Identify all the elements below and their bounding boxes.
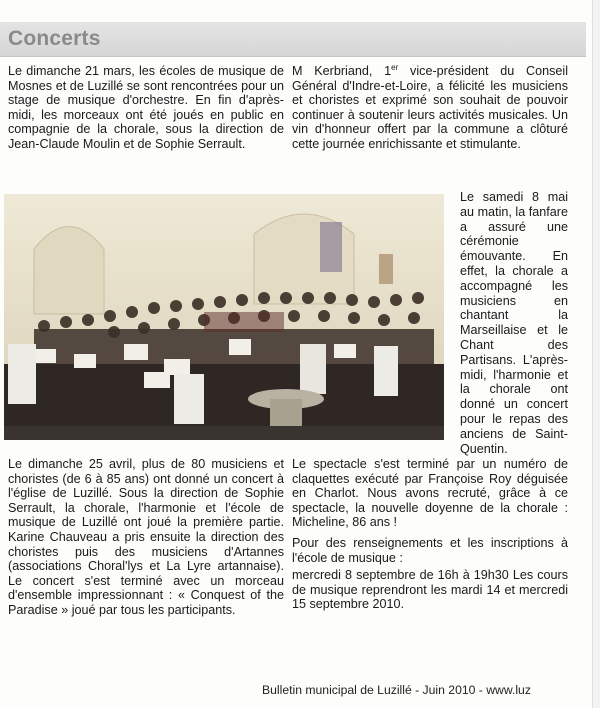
superscript-er: er	[391, 62, 399, 72]
concert-photo-image	[4, 194, 444, 440]
page-title: Concerts	[8, 27, 101, 50]
kerbriand-text-a: M Kerbriand, 1	[292, 64, 392, 78]
paragraph-dates: mercredi 8 septembre de 16h à 19h30 Les cours de musique reprendront les mardi 14 et mercredi 15 septembre 2010.	[292, 568, 568, 612]
kerbriand-text-b: vice-président du Conseil Général d'Indre-et-Loire, a félicité les musiciens et choristes et exprimé son souhait de pouvoir continuer à soutenir leurs activités musicales. Un vin d'honneur offert par la commune a clôturé cette journée enrichissante et stimulante.	[292, 64, 568, 151]
article-col-1	[8, 64, 284, 155]
page-footer: Bulletin municipal de Luzillé - Juin 2010 - www.luz	[262, 683, 531, 697]
article-col-2	[292, 64, 568, 155]
paragraph-kerbriand	[292, 64, 568, 152]
paragraph-spectacle: Le spectacle s'est terminé par un numéro de claquettes exécuté par Françoise Roy déguisée en Charlot. Nous avons recruté, grâce à ce spectacle, la nouvelle doyenne de la chorale : Micheline, 86 ans !	[292, 457, 568, 530]
concert-photo	[4, 194, 444, 440]
article-col-3	[460, 190, 568, 459]
adjacent-page-edge	[592, 0, 600, 708]
article-col-4	[8, 457, 284, 621]
paragraph-stage: Le dimanche 21 mars, les écoles de musique de Mosnes et de Luzillé se sont rencontrées pour un stage de musique d'orchestre. En fin d'après-midi, les morceaux ont été joués en public en compagnie de la chorale, sous la direction de Jean-Claude Moulin et de Sophie Serrault.	[8, 64, 284, 151]
article-col-5	[292, 457, 568, 615]
paragraph-inscriptions: Pour des renseignements et les inscriptions à l'école de musique :	[292, 535, 568, 565]
paragraph-8-mai: Le samedi 8 mai au matin, la fanfare a assuré une cérémonie émouvante. En effet, la chorale a accompagné les musiciens en chantant la Marseillaise et le Chant des Partisans. L'après-midi, l'harmonie et la chorale ont donné un concert pour le repas des anciens de Saint-Quentin.	[460, 190, 568, 456]
paragraph-25-avril: Le dimanche 25 avril, plus de 80 musiciens et choristes (de 6 à 85 ans) ont donné un concert à l'église de Luzillé. Sous la direction de Sophie Serrault, la chorale, l'harmonie et l'école de musique de Luzillé ont joué la première partie. Karine Chauveau a pris ensuite la direction des choristes puis des musiciens d'Artannes (associations Choral'lys et La Lyre artannaise). Le concert s'est terminé avec un morceau d'ensemble impressionnant : « Conquest of the Paradise » joué par tous les participants.	[8, 457, 284, 617]
